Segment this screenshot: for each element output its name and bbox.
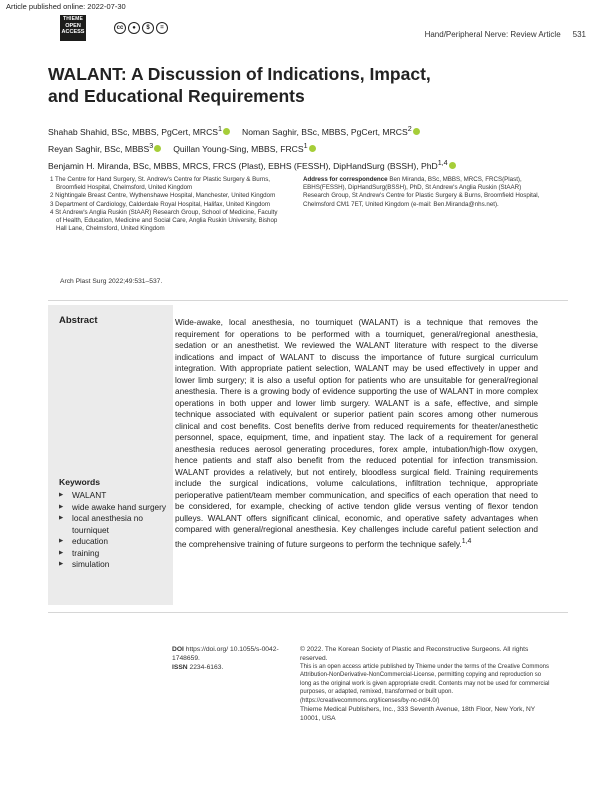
cc-icon: cc [114, 22, 126, 34]
keyword: ▶ simulation [59, 559, 169, 571]
author: Noman Saghir, BSc, MBBS, PgCert, MRCS [241, 126, 408, 137]
author-affiliation-sup: 2 [407, 125, 412, 133]
correspondence-label: Address for correspondence [303, 176, 388, 183]
logo-line-2: OPEN [65, 22, 81, 29]
affiliation: 2 Nightingale Breast Centre, Wythenshawe Hospital, Manchester, United Kingdom [50, 192, 276, 200]
abstract-body [175, 317, 538, 550]
issn-label: ISSN [172, 664, 188, 671]
page-number: 531 [572, 30, 586, 39]
abstract-heading: Abstract [59, 315, 98, 326]
issn-value: 2234-6163. [189, 664, 224, 671]
attribution-icon: ● [128, 22, 140, 34]
creative-commons-icons [114, 22, 168, 34]
keywords-list [59, 490, 169, 571]
citation: Arch Plast Surg 2022;49:531–537. [60, 278, 163, 285]
author: Quillan Young-Sing, MBBS, FRCS [173, 143, 304, 154]
logo-line-3: ACCESS [61, 29, 85, 35]
orcid-icon[interactable] [154, 145, 161, 152]
keyword: ▶ wide awake hand surgery [59, 502, 169, 514]
doi-label: DOI [172, 646, 184, 653]
thieme-open-access-logo [60, 15, 86, 41]
author: Benjamin H. Miranda, BSc, MBBS, MRCS, FRCS (Plast), EBHS (FESSH), DipHandSurg (BSSH), PhD [48, 160, 438, 171]
copyright-line: © 2022. The Korean Society of Plastic and Reconstructive Surgeons. All rights reserved. [300, 646, 529, 662]
journal-section: Hand/Peripheral Nerve: Review Article [424, 30, 561, 39]
affiliation: 3 Department of Cardiology, Calderdale Royal Hospital, Halifax, United Kingdom [50, 200, 270, 208]
noncommercial-icon: $ [142, 22, 154, 34]
author: Reyan Saghir, BSc, MBBS [48, 143, 150, 154]
noderivatives-icon: = [156, 22, 168, 34]
affiliation: 4 St Andrew's Anglia Ruskin (StAAR) Research Group, School of Medicine, Faculty of Health, Education, Medicine and Social Care, Anglia Ruskin University, Bishop Hall Lane, Chelmsford, United Kingdom [50, 208, 278, 233]
orcid-icon[interactable] [223, 128, 230, 135]
correspondence [303, 176, 543, 209]
keywords-heading: Keywords [59, 477, 101, 487]
keyword: ▶ WALANT [59, 490, 169, 502]
logo-line-1: THIEME [62, 16, 84, 22]
author-list [48, 122, 568, 173]
divider [48, 300, 568, 301]
publication-date: Article published online: 2022-07-30 [6, 2, 126, 11]
author-affiliation-sup: 1 [218, 125, 223, 133]
publisher-address: Thieme Medical Publishers, Inc., 333 Seventh Avenue, 18th Floor, New York, NY 10001, USA [300, 706, 536, 723]
author: Shahab Shahid, BSc, MBBS, PgCert, MRCS [48, 126, 219, 137]
affiliation: 1 The Centre for Hand Surgery, St. Andrew's Centre for Plastic Surgery & Burns, Broomfield Hospital, Chelmsford, United Kingdom [50, 176, 271, 192]
author-affiliation-sup: 1 [303, 141, 308, 150]
title-line-1: WALANT: A Discussion of Indications, Impact, [48, 64, 431, 84]
doi-link[interactable]: https://doi.org/ 10.1055/s-0042-1748659. [172, 646, 279, 662]
article-title [48, 63, 431, 107]
author-affiliation-sup: 1,4 [437, 158, 448, 167]
orcid-icon[interactable] [449, 162, 456, 169]
divider [48, 612, 568, 613]
copyright-block [300, 645, 550, 723]
orcid-icon[interactable] [413, 128, 420, 135]
affiliations [50, 176, 282, 233]
orcid-icon[interactable] [309, 145, 316, 152]
keyword: ▶ education [59, 536, 169, 548]
keyword: ▶ training [59, 548, 169, 560]
abstract-text: Wide-awake, local anesthesia, no tourniquet (WALANT) is a technique that removes the requirement for operations to be performed with a tourniquet, general/regional anesthesia, sedation or an anesthetist. We reviewed the WALANT literature with respect to the diverse indications and impact of WALANT to discuss the importance of future surgical curriculum integration. With appropriate patient selection, WALANT may be used effectively in upper and lower limb surgery; it is also a useful option for patients who are unsuitable for general/regional anesthesia. There is a growing body of evidence supporting the use of WALANT in more complex operations in both upper and lower limb surgery. WALANT is a safe, effective, and simple technique associated with equivalent or superior patient pain scores among other numerous clinical and cost benefits. Cost benefits derive from reduced requirements for theater/anesthetic personnel, space, equipment, time, and inpatient stay. The lack of a requirement for general anesthesia reduces aerosol generating procedures, forex ample, intubation/high-flow oxygen, hence patients and staff also benefit from the reduced potential for infection transmission. WALANT provides a relatively, but not entirely, bloodless surgical field. Training requirements include the surgical indications, volume calculations, infiltration technique, appropriate perioperative patient/team member communication, and specifics of each operation that need to be considered, for example, checking of active tendon glide versus venting of flexor tendon pulleys. WALANT offers significant clinical, economic, and operative safety advantages when compared with general/regional anesthesia. Key challenges include careful patient selection and the comprehensive training of future surgeons to perform the technique safely. [175, 317, 538, 549]
keyword: ▶ local anesthesia no tourniquet [59, 513, 169, 536]
running-header [425, 30, 586, 39]
title-line-2: and Educational Requirements [48, 86, 305, 106]
author-affiliation-sup: 3 [149, 141, 154, 150]
abstract-ref-sup: 1,4 [461, 537, 472, 545]
correspondence-text: Ben Miranda, BSc, MBBS, MRCS, FRCS(Plast), EBHS(FESSH), DipHandSurg(BSSH), PhD, St Andrew's Anglia Ruskin (StAAR) Research Group, St Andrew's Centre for Plastic Surgery & Burns, Broomfield Hospital, Chelmsford CM1 7ET, United Kingdom (e-mail: Ben.Miranda@nhs.net). [303, 176, 540, 208]
license-text: This is an open access article published by Thieme under the terms of the Creative Commons Attribution-NonDerivative-NonCommercial-License, permitting copying and reproduction so long as the original work is given appropriate credit. Contents may not be used for commercial purposes, or adapted, remixed, transformed or built upon. (https://creativecommons.org/licenses/by-nc-nd/4.0/) [300, 664, 550, 704]
doi-block [172, 645, 282, 672]
